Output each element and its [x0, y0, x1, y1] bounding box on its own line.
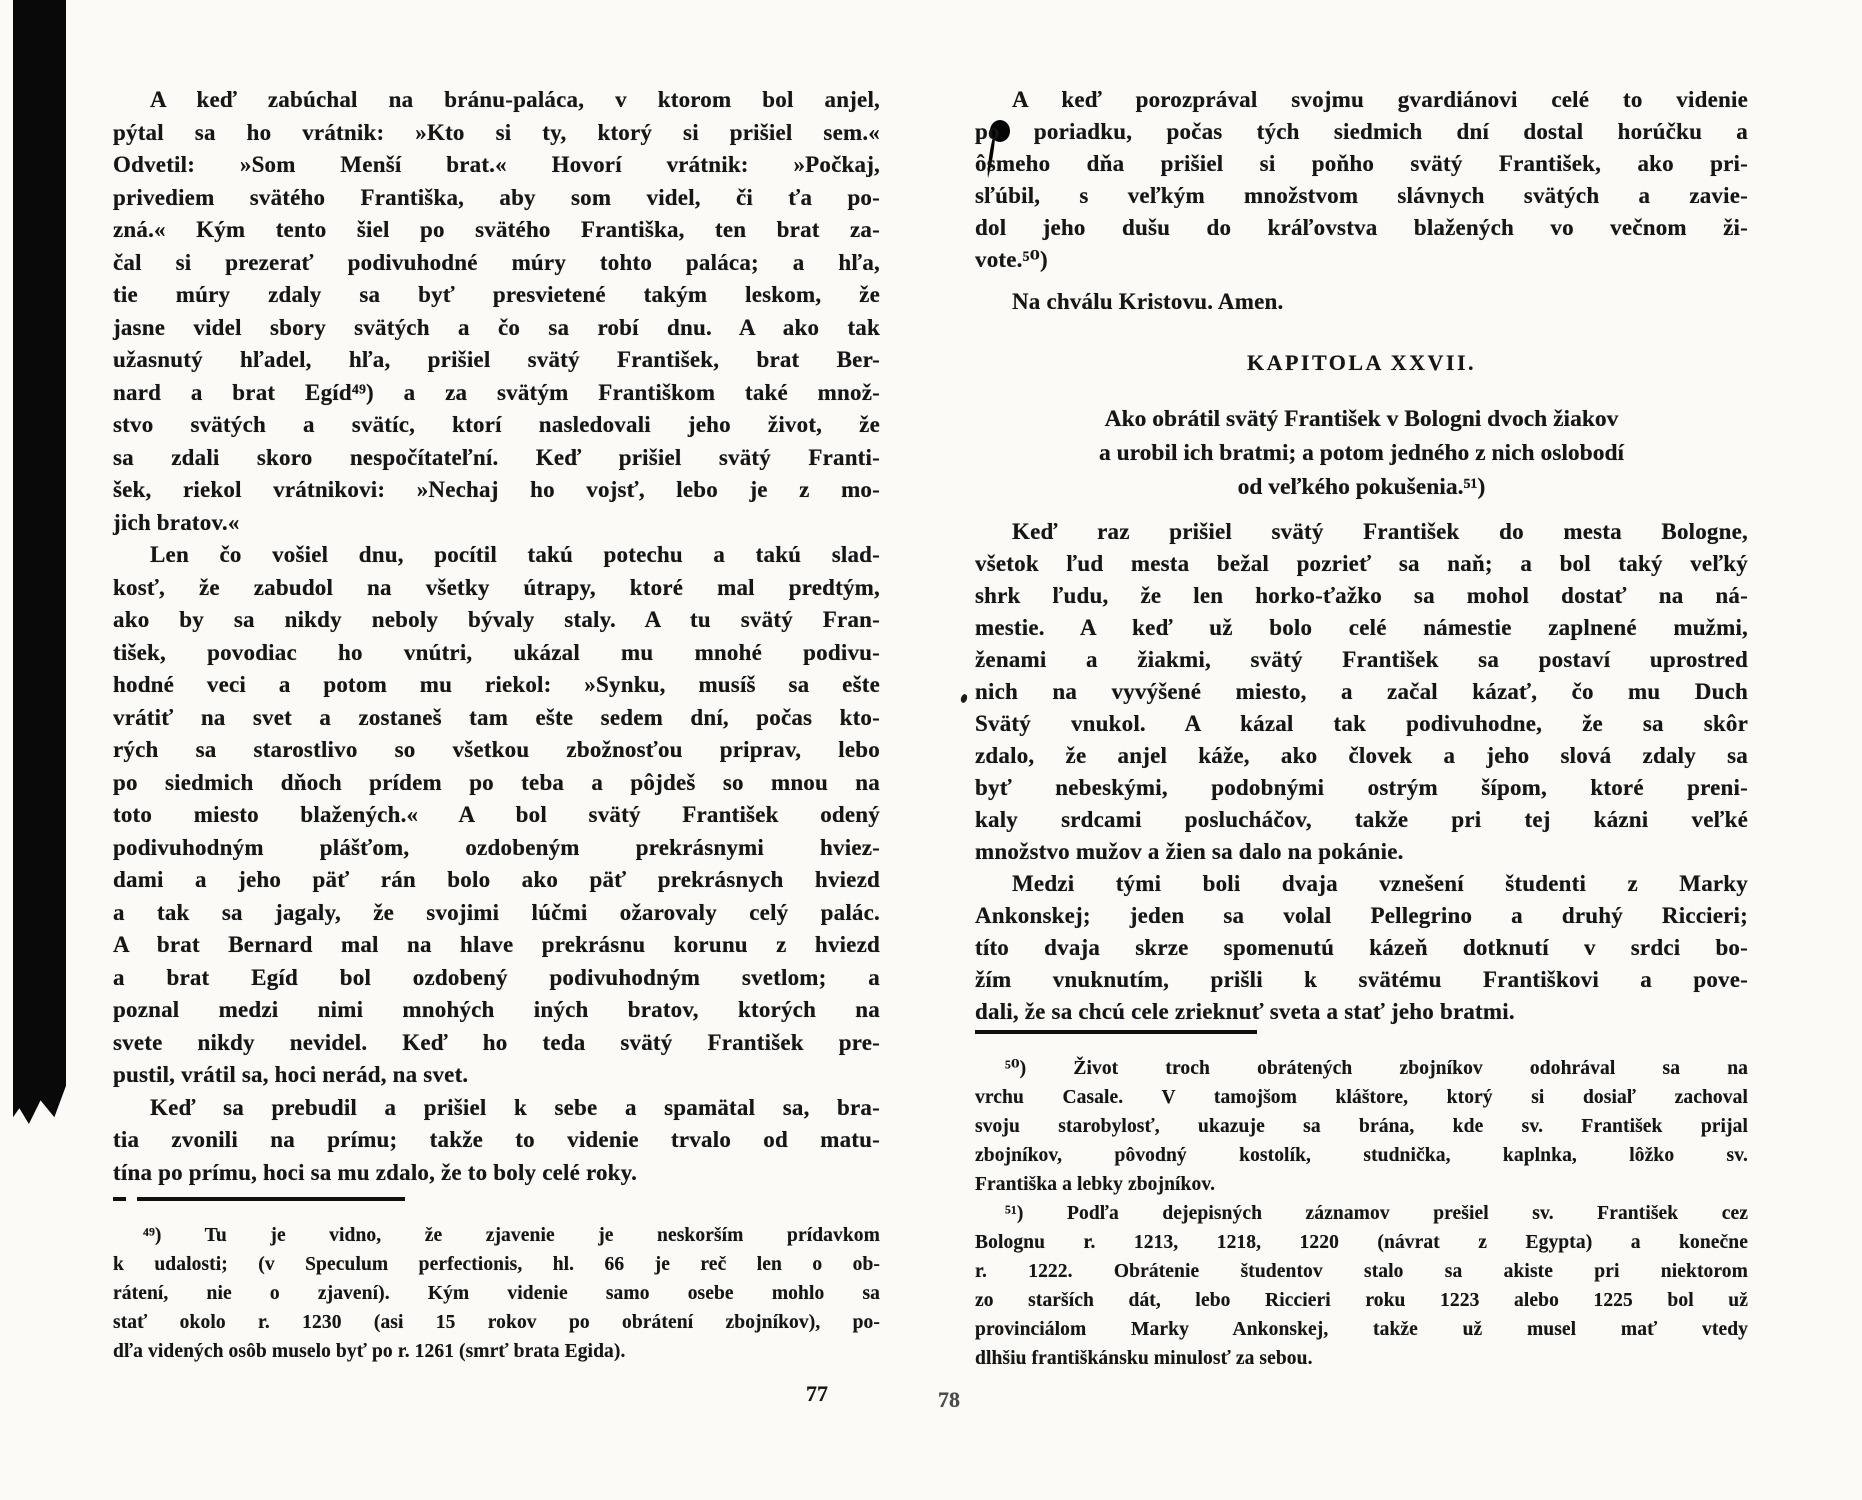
stray-ink-dot: [960, 693, 968, 703]
text-line: kaly srdcami poslucháčov, takže pri tej kázni veľké: [975, 807, 1748, 832]
text-line: Keď raz prišiel svätý František do mesta Bologne,: [1012, 519, 1748, 544]
paragraph: [113, 539, 880, 1092]
text-line: nich na vyvýšené miesto, a začal kázať, čo mu Duch: [975, 679, 1748, 704]
text-line: Ako obrátil svätý František v Bologni dvoch žiakov: [1104, 406, 1619, 432]
text-line: sľúbil, s veľkým množstvom slávnych svätých a zavie-: [975, 183, 1748, 208]
left-page-body-text: [113, 84, 880, 1189]
text-line: Ankonskej; jeden sa volal Pellegrino a druhý Riccieri;: [975, 903, 1748, 928]
text-line: zdalo, že anjel káže, ako človek a jeho slová zdaly sa: [975, 743, 1748, 768]
paragraph: [975, 516, 1748, 868]
text-line: zo starších dát, lebo Riccieri roku 1223 alebo 1225 bol už: [975, 1289, 1748, 1311]
text-line: rých sa starostlivo so všetkou zbožnosťou priprav, lebo: [113, 737, 880, 762]
text-line: Svätý vnukol. A kázal tak podivuhodne, že sa skôr: [975, 711, 1748, 736]
text-line: zná.« Kým tento šiel po svätého Františka, ten brat za-: [113, 217, 880, 242]
paragraph: [975, 868, 1748, 1028]
text-line: všetok ľud mesta bežal pozrieť sa naň; a bol taký veľký: [975, 551, 1748, 576]
text-line: ⁵¹) Podľa dejepisných záznamov prešiel sv. František cez: [1005, 1202, 1748, 1224]
text-line: dami a jeho päť rán bolo ako päť prekrásnych hviezd: [113, 867, 880, 892]
text-line: títo dvaja skrze spomenutú kázeň dotknutí v srdci bo-: [975, 935, 1748, 960]
right-page-footnotes: [975, 1054, 1748, 1373]
text-line: jich bratov.«: [113, 509, 240, 535]
text-line: dlhšiu františkánsku minulosť za sebou.: [975, 1347, 1313, 1369]
text-line: ženami a žiakmi, svätý František sa postaví uprostred: [975, 647, 1748, 672]
text-line: vrátiť na svet a zostaneš tam ešte sedem dní, počas kto-: [113, 704, 880, 730]
text-line: A brat Bernard mal na hlave prekrásnu korunu z hviezd: [113, 932, 880, 957]
text-line: dol jeho dušu do kráľovstva blažených vo večnom ži-: [975, 215, 1748, 240]
paragraph: [975, 1054, 1748, 1199]
text-line: pustil, vrátil sa, hoci nerád, na svet.: [113, 1062, 469, 1087]
text-line: ⁵⁰) Život troch obrátených zbojníkov odohrával sa na: [1005, 1057, 1748, 1079]
text-line: a tak sa jagaly, že svojimi lúčmi ožarovaly celý palác.: [113, 899, 880, 925]
page-number-78: 78: [938, 1387, 960, 1412]
text-line: šek, riekol vrátnikovi: »Nechaj ho vojsť, lebo je z mo-: [113, 477, 880, 502]
paragraph: [113, 1092, 880, 1190]
text-line: jasne videl sbory svätých a čo sa robí dnu. A ako tak: [113, 314, 880, 340]
right-page-body-text: [975, 516, 1748, 1028]
text-line: byť nebeskými, podobnými ostrým šípom, ktoré preni-: [975, 775, 1748, 800]
text-line: k udalosti; (v Speculum perfectionis, hl. 66 je reč len o ob-: [113, 1253, 880, 1275]
text-line: od veľkého pokušenia.⁵¹): [1237, 474, 1486, 500]
text-line: užasnutý hľadel, hľa, prišiel svätý František, brat Ber-: [113, 347, 880, 372]
text-line: pýtal sa ho vrátnik: »Kto si ty, ktorý si prišiel sem.«: [113, 119, 880, 145]
text-line: ⁴⁹) Tu je vidno, že zjavenie je neskorším prídavkom: [143, 1224, 880, 1246]
text-line: nard a brat Egíd⁴⁹) a za svätým Františkom také množ-: [113, 379, 880, 405]
paragraph: [975, 1199, 1748, 1373]
right-page-intro-text: [975, 84, 1748, 276]
text-line: a brat Egíd bol ozdobený podivuhodným svetlom; a: [113, 964, 880, 990]
text-line: ôsmeho dňa prišiel si poňho svätý František, ako pri-: [975, 151, 1748, 176]
footnote-separator-right: [975, 1030, 1257, 1034]
text-line: sa zdali skoro nespočítateľní. Keď prišiel svätý Franti-: [113, 444, 880, 470]
text-line: po poriadku, počas tých siedmich dní dostal horúčku a: [975, 119, 1748, 144]
text-line: Medzi tými boli dvaja vznešení študenti z Marky: [1012, 871, 1748, 896]
text-line: a urobil ich bratmi; a potom jedného z nich oslobodí: [1098, 440, 1625, 466]
text-line: rátení, nie o zjavení). Kým videnie samo osebe mohlo sa: [113, 1282, 880, 1304]
text-line: vote.⁵⁰): [975, 247, 1048, 272]
text-line: dľa videných osôb muselo byť po r. 1261 (smrť brata Egida).: [113, 1340, 626, 1362]
text-line: žím vnuknutím, prišli k svätému Františkovi a pove-: [975, 967, 1748, 992]
text-line: poznal medzi nimi mnohých iných bratov, ktorých na: [113, 997, 880, 1022]
text-line: provinciálom Marky Ankonskej, takže už musel mať vtedy: [975, 1318, 1748, 1340]
paragraph: [113, 1221, 880, 1366]
paragraph: [113, 84, 880, 539]
text-line: hodné veci a potom mu riekol: »Synku, musíš sa ešte: [113, 672, 880, 697]
text-line: Keď sa prebudil a prišiel k sebe a spamätal sa, bra-: [150, 1094, 880, 1120]
text-line: A keď porozprával svojmu gvardiánovi celé to videnie: [1012, 87, 1748, 112]
text-line: vrchu Casale. V tamojšom kláštore, ktorý si dosiaľ zachoval: [975, 1086, 1748, 1108]
text-line: Len čo vošiel dnu, pocítil takú potechu a takú slad-: [150, 542, 880, 567]
chapter-title: [975, 402, 1748, 504]
scan-edge-artifact: [13, 0, 66, 1124]
text-line: tišek, povodiac ho vnútri, ukázal mu mnohé podivu-: [113, 639, 880, 665]
text-line: Bolognu r. 1213, 1218, 1220 (návrat z Egypta) a konečne: [975, 1231, 1748, 1253]
left-page-footnote: [113, 1221, 880, 1366]
chapter-label: KAPITOLA XXVII.: [1246, 350, 1477, 375]
text-line: zbojníkov, pôvodný kostolík, studnička, kaplnka, lôžko sv.: [975, 1144, 1748, 1166]
text-line: stvo svätých a svätíc, ktorí nasledovali jeho život, že: [113, 412, 880, 437]
text-line: r. 1222. Obrátenie študentov stalo sa akiste pri niektorom: [975, 1260, 1748, 1282]
text-line: shrk ľudu, že len horko-ťažko sa mohol dostať na ná-: [975, 583, 1748, 608]
text-line: svete nikdy nevidel. Keď ho teda svätý František pre-: [113, 1029, 880, 1055]
text-line: Františka a lebky zbojníkov.: [975, 1173, 1216, 1195]
text-line: Odvetil: »Som Menší brat.« Hovorí vrátnik: »Počkaj,: [113, 152, 880, 177]
text-line: ako by sa nikdy neboly bývaly staly. A tu svätý Fran-: [113, 607, 880, 632]
text-line: kosť, že zabudol na všetky útrapy, ktoré mal predtým,: [113, 574, 880, 600]
left-page-text-column: [113, 84, 880, 1366]
paragraph: [975, 84, 1748, 276]
text-line: stať okolo r. 1230 (asi 15 rokov po obrátení zbojníkov), po-: [113, 1311, 880, 1333]
text-line: množstvo mužov a žien sa dalo na pokánie.: [975, 839, 1404, 864]
text-line: podivuhodným plášťom, ozdobeným prekrásnymi hviez-: [113, 834, 880, 860]
right-page-text-column: [975, 84, 1748, 1373]
page-number-77: 77: [806, 1381, 828, 1406]
text-line: svoju starobylosť, ukazuje sa brána, kde sv. František prijal: [975, 1115, 1748, 1137]
text-line: A keď zabúchal na bránu-paláca, v ktorom bol anjel,: [150, 87, 880, 112]
amen-line: Na chválu Kristovu. Amen.: [1012, 289, 1284, 314]
text-line: čal si prezerať podivuhodné múry tohto paláca; a hľa,: [113, 249, 880, 275]
text-line: mestie. A keď už bolo celé námestie zaplnené mužmi,: [975, 615, 1748, 640]
footnote-separator-left: [113, 1197, 405, 1201]
text-line: tia zvonili na prímu; takže to videnie trvalo od matu-: [113, 1127, 880, 1152]
text-line: privediem svätého Františka, aby som videl, či ťa po-: [113, 184, 880, 210]
text-line: tína po prímu, hoci sa mu zdalo, že to boly celé roky.: [113, 1159, 638, 1185]
text-line: po siedmich dňoch prídem po teba a pôjdeš so mnou na: [113, 769, 880, 795]
text-line: dali, že sa chcú cele zrieknuť sveta a stať jeho bratmi.: [975, 999, 1515, 1024]
text-line: toto miesto blažených.« A bol svätý František odený: [113, 802, 880, 827]
text-line: tie múry zdaly sa byť presvietené takým leskom, že: [113, 282, 880, 307]
